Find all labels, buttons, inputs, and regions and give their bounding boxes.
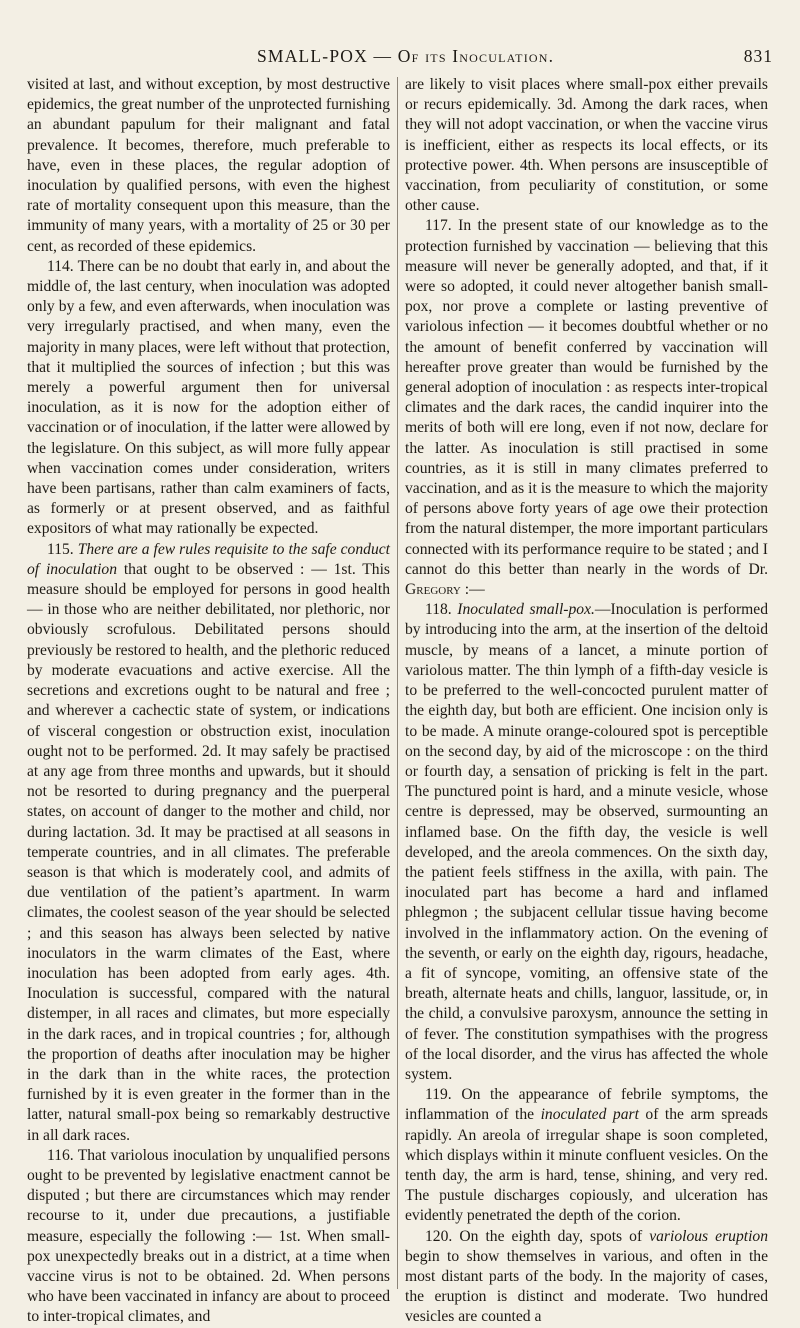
paragraph-115 <box>27 540 390 1146</box>
author-name: Gregory :— <box>405 581 485 599</box>
paragraph-text: —Inoculation is performed by introducing into the arm, at the insertion of the deltoid muscle, by means of a lancet, a minute portion of variolous matter. The thin lymph of a fifth-day vesicle is to be preferred to the well-concocted purulent matter of the eighth day, but both are efficient. One incision only is to be made. A minute orange-coloured spot is perceptible on the second day, by aid of the microscope : on the third or fourth day, a sensation of pricking is felt in the part. The punctured point is hard, and a minute vesicle, whose centre is depressed, may be observed, surmounting an inflamed base. On the fifth day, the vesicle is well developed, and the areola commences. On the sixth day, the patient feels stiffness in the axilla, with pain. The inoculated part has become a hard and inflamed phlegmon ; the subjacent cellular tissue having become involved in the inflammatory action. On the evening of the seventh, or early on the eighth day, rigours, headache, a fit of syncope, vomiting, an offensive state of the breath, alternate heats and chills, languor, lassitude, or, in the child, a convulsive paroxysm, announce the setting in of fever. The constitution sympathises with the progress of the local disorder, and the virus has affected the whole system. <box>405 601 768 1083</box>
paragraph-emphasis: Inoculated small-pox. <box>451 601 595 619</box>
paragraph-120 <box>405 1227 768 1328</box>
paragraph-text: that ought to be observed : — 1st. This measure should be employed for persons in good health — in those who are neither debilitated, nor plethoric, nor obviously scrofulous. Debilitated persons should previously be restored to health, and the plethoric reduced by moderate evacuations and active exercise. All the secretions and excretions ought to be natural and free ; and wherever a cachectic state of system, or indications of visceral congestion or obstruction exist, inoculation ought not to be performed. 2d. It may safely be practised at any age from three months and upwards, but it should not be resorted to during pregnancy and the puerperal states, on account of danger to the mother and child, nor during lactation. 3d. It may be practised at all seasons in temperate countries, and in all climates. The preferable season is that which is moderately cool, and admits of due ventilation of the patient’s apartment. In warm climates, the coolest season of the year should be selected ; and this season has always been selected by native inoculators in the warm climates of the East, where inoculation has been adopted from early ages. 4th. Inoculation is successful, compared with the natural distemper, in all races and climates, but more especially in the dark races, and in tropical countries ; for, although the proportion of deaths after inoculation may be higher in the dark than in the white races, the protection furnished by it is even greater in the former than in the latter, natural small-pox being so remarkably destructive in all dark races. <box>27 560 391 1144</box>
paragraph-text: On the eighth day, spots of <box>452 1227 650 1245</box>
paragraph-text: of the arm spreads rapidly. An areola of irregular shape is soon completed, which displays within it minute confluent vesicles. On the tenth day, the arm is hard, tense, shining, and very red. The pustule discharges copiously, and ulceration has evidently penetrated the depth of the corion. <box>405 1106 768 1225</box>
running-header <box>27 46 773 66</box>
page-number: 831 <box>743 46 773 66</box>
section-number: 116. <box>47 1146 74 1164</box>
paragraph-emphasis: variolous eruption <box>649 1227 769 1245</box>
paragraph-emphasis: inoculated part <box>540 1106 639 1124</box>
left-column <box>27 75 390 1328</box>
paragraph-text: On the appearance of febrile symptoms, the inflammation of the <box>405 1086 768 1124</box>
column-divider <box>397 77 398 1289</box>
paragraph-text: That variolous inoculation by unqualified persons ought to be prevented by legislative enactment cannot be disputed ; but there are circumstances which may render recourse to it, under due precautions, a justifiable measure, especially the following :— 1st. When small-pox unexpectedly breaks out in a district, at a time when vaccine virus is not to be obtained. 2d. When persons who have been vaccinated in infancy are about to proceed to inter-tropical climates, and <box>27 1146 390 1326</box>
two-column-body <box>27 75 773 1326</box>
title-part-b: f its <box>411 46 453 66</box>
paragraph-continued: are likely to visit places where small-pox either prevails or recurs epidemically. 3d. Among the dark races, when they will not adopt vaccination, or when the vaccine virus is inefficient, either as respects its local effects, or its protective power. 4th. When persons are insusceptible of vaccination, from peculiarity of constitution, or some other cause. <box>405 76 768 215</box>
section-number: 114. <box>47 257 74 275</box>
section-number: 117. <box>425 217 452 235</box>
paragraph-117 <box>405 216 768 600</box>
section-number: 120. <box>425 1227 453 1245</box>
title-part-a: SMALL-POX — O <box>257 46 412 66</box>
paragraph-text: begin to show themselves in various, and often in the most distant parts of the body. In the majority of cases, the eruption is distinct and moderate. Two hundred vesicles are counted a <box>405 1247 768 1326</box>
paragraph-text: There can be no doubt that early in, and about the middle of, the last century, when inoculation was adopted only by a few, and even afterwards, when inoculation was very irregularly practised, and when many, even the majority in many places, were left without that protection, that it multiplied the sources of infection ; but this was merely a powerful argument then for universal inoculation, as it is now for the adoption either of vaccination or of inoculation, if the latter were allowed by the legislature. On this subject, as will more fully appear when vaccination comes under consideration, writers have been partisans, rather than calm examiners of facts, as formerly or at present observed, and as faithful expositors of what may rationally be expected. <box>27 257 390 538</box>
section-number: 119. <box>425 1086 452 1104</box>
title-part-c: Inoculation. <box>452 46 555 66</box>
section-number: 115. <box>47 540 74 558</box>
paragraph-119 <box>405 1085 768 1226</box>
paragraph-116 <box>27 1146 390 1328</box>
paragraph-114 <box>27 257 390 540</box>
section-number: 118. <box>425 601 452 619</box>
running-title <box>257 46 554 67</box>
right-column <box>405 75 768 1328</box>
paragraph-emphasis: There are a few rules requisite to the safe conduct of inoculation <box>27 540 390 578</box>
paragraph-continued: visited at last, and without exception, by most destructive epidemics, the great number of the unprotected furnishing an abundant papulum for their malignant and fatal prevalence. It becomes, therefore, much preferable to have, even in these places, the regular adoption of inoculation by qualified persons, with even the highest rate of mortality consequent upon this measure, than the immunity of many years, with a mortality of 25 or 30 per cent, as recorded of these epidemics. <box>27 76 390 255</box>
paragraph-text: In the present state of our knowledge as to the protection furnished by vaccination — believing that this measure will never be generally adopted, and that, if it were so adopted, it could never altogether banish small-pox, nor prove a complete or lasting preventive of variolous infection — it becomes doubtful whether or no the amount of benefit conferred by vaccination will hereafter prove greater than would be furnished by the general adoption of inoculation : as respects inter-tropical climates and the dark races, the candid inquirer into the merits of both will ere long, even if not now, declare for the latter. As inoculation is still practised in some countries, as it is still in many climates preferred to vaccination, and as it is the measure to which the majority of persons above forty years of age owe their protection from the natural distemper, the more important particulars connected with its performance require to be stated ; and I cannot do this better than nearly in the words of Dr. <box>405 217 768 578</box>
paragraph-118 <box>405 600 768 1085</box>
